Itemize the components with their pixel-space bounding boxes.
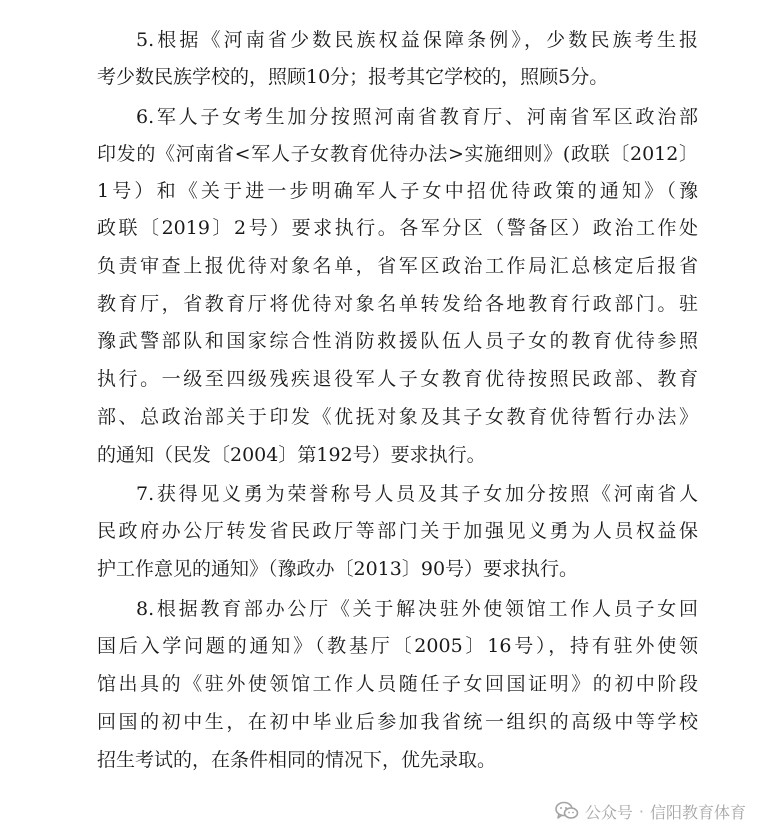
paragraph-8-line-4: 回国的初中生，在初中毕业后参加我省统一组织的高级中等学校: [97, 711, 698, 733]
paragraph-6-line-6: 教育厅，省教育厅将优待对象名单转发给各地教育行政部门。驻: [97, 293, 698, 315]
paragraph-7-line-3: 护工作意见的通知》（豫政办〔2013〕90号）要求执行。: [97, 558, 579, 580]
paragraph-6-line-10: 的通知（民发〔2004〕第192号）要求执行。: [97, 444, 486, 466]
paragraph-6-line-1: 6.军人子女考生加分按照河南省教育厅、河南省军区政治部: [136, 106, 698, 128]
watermark-account: 信阳教育体育: [649, 802, 746, 822]
wechat-icon: [555, 801, 579, 821]
paragraph-5-line-2: 考少数民族学校的，照顾10分；报考其它学校的，照顾5分。: [97, 66, 609, 88]
paragraph-6-line-4: 政联〔2019〕2号）要求执行。各军分区（警备区）政治工作处: [97, 217, 698, 239]
paragraph-6-line-7: 豫武警部队和国家综合性消防救援队伍人员子女的教育优待参照: [97, 330, 698, 352]
paragraph-6-line-9: 部、总政治部关于印发《优抚对象及其子女教育优待暂行办法》: [97, 406, 698, 428]
paragraph-6-line-8: 执行。一级至四级残疾退役军人子女教育优待按照民政部、教育: [97, 368, 698, 390]
paragraph-8-line-1: 8.根据教育部办公厅《关于解决驻外使领馆工作人员子女回: [136, 598, 698, 620]
paragraph-6-line-5: 负责审查上报优待对象名单，省军区政治工作局汇总核定后报省: [97, 255, 698, 277]
watermark-separator: ·: [638, 801, 644, 821]
paragraph-8-line-3: 馆出具的《驻外使领馆工作人员随任子女回国证明》的初中阶段: [97, 673, 698, 695]
wechat-watermark: [551, 796, 750, 826]
paragraph-5-line-1: 5.根据《河南省少数民族权益保障条例》，少数民族考生报: [136, 29, 698, 51]
paragraph-7-line-1: 7.获得见义勇为荣誉称号人员及其子女加分按照《河南省人: [136, 483, 698, 505]
paragraph-6-line-2: 印发的《河南省<军人子女教育优待办法>实施细则》(政联〔2012〕: [97, 143, 698, 165]
paragraph-6-line-3: 1号）和《关于进一步明确军人子女中招优待政策的通知》（豫: [97, 180, 698, 202]
paragraph-8-line-5: 招生考试的，在条件相同的情况下，优先录取。: [97, 749, 497, 771]
paragraph-8-line-2: 国后入学问题的通知》（教基厅〔2005〕16号），持有驻外使领: [97, 635, 698, 657]
watermark-source: 公众号: [584, 802, 633, 822]
paragraph-7-line-2: 民政府办公厅转发省民政厅等部门关于加强见义勇为人员权益保: [97, 520, 698, 542]
